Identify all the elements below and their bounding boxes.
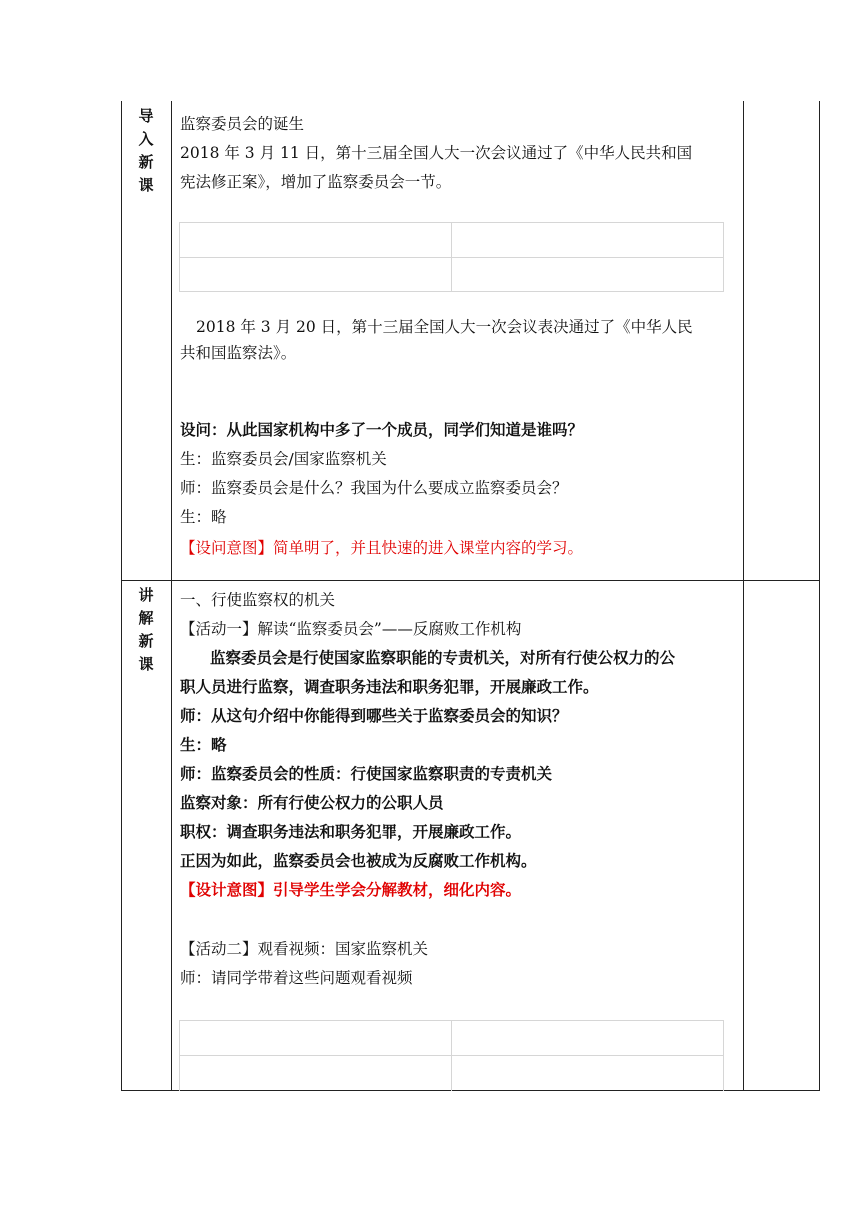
- section1-title: 监察委员会的诞生: [180, 115, 305, 133]
- section2-activity1: 【活动一】解读“监察委员会”——反腐败工作机构: [180, 620, 522, 638]
- video-table-2-row-divider: [180, 1055, 723, 1056]
- section2-power: 职权：调查职务违法和职务犯罪，开展廉政工作。: [180, 823, 522, 841]
- section1-question: 设问：从此国家机构中多了一个成员，同学们知道是谁吗？: [180, 421, 584, 439]
- section2-design-intent: 【设计意图】引导学生学会分解教材，细化内容。: [180, 881, 522, 899]
- section1-para2-line2: 共和国监察法》。: [180, 344, 297, 362]
- section2-label: [121, 584, 171, 676]
- video-table-2-col-divider: [451, 1021, 452, 1091]
- section2-label-char: 新: [138, 632, 154, 650]
- section2-conclusion: 正因为如此，监察委员会也被成为反腐败工作机构。: [180, 852, 537, 870]
- section1-intent: [180, 534, 740, 563]
- section2-nature: 师：监察委员会的性质：行使国家监察职责的专责机关: [180, 765, 553, 783]
- section2-label-char: 讲: [138, 586, 154, 604]
- section1-teacher1: 师：监察委员会是什么？我国为什么要成立监察委员会？: [180, 479, 568, 497]
- section1-student2: 生：略: [180, 508, 227, 526]
- section1-para2-line1: 2018 年 3 月 20 日，第十三届全国人大一次会议表决通过了《中华人民: [196, 318, 693, 336]
- video-table-2: [179, 1020, 724, 1091]
- table-border-content-divider: [743, 101, 744, 1091]
- section1-para1-line2: 宪法修正案》，增加了监察委员会一节。: [180, 173, 452, 191]
- section2-teacher-question: 师：从这句介绍中你能得到哪些关于监察委员会的知识？: [180, 707, 568, 725]
- table-border-label-divider: [171, 101, 172, 1091]
- section2-label-char: 解: [138, 609, 154, 627]
- section2-def-line2: 职人员进行监察，调查职务违法和职务犯罪，开展廉政工作。: [180, 678, 599, 696]
- section1-label-char: 导: [138, 107, 154, 125]
- section1-para1-line1: 2018 年 3 月 11 日，第十三届全国人大一次会议通过了《中华人民共和国: [180, 144, 693, 162]
- section2-activity2: [180, 935, 740, 964]
- table-row-divider: [121, 580, 820, 581]
- section2-object: 监察对象：所有行使公权力的公职人员: [180, 794, 444, 812]
- section1-intent-tag: 【设问意图】: [180, 539, 274, 557]
- section1-label-char: 新: [138, 153, 154, 171]
- section2-teacher-video: 师：请同学带着这些问题观看视频: [180, 969, 413, 987]
- section1-label-char: 入: [138, 130, 154, 148]
- section2-def-line1: 监察委员会是行使国家监察职能的专责机关，对所有行使公权力的公: [210, 649, 676, 667]
- section1-intent-text: 简单明了，并且快速的进入课堂内容的学习。: [273, 539, 584, 557]
- section2-label-char: 课: [138, 655, 154, 673]
- section2-heading: 一、行使监察权的机关: [180, 591, 336, 609]
- video-table-1: [179, 222, 724, 292]
- section1-student1: 生：监察委员会/国家监察机关: [180, 450, 387, 468]
- section2-activity2-text: 【活动二】观看视频：国家监察机关: [180, 940, 429, 958]
- section1-label: [121, 105, 171, 197]
- section1-label-char: 课: [138, 176, 154, 194]
- table-border-right: [819, 101, 820, 1091]
- video-table-1-row-divider: [180, 257, 723, 258]
- section2-student-answer: 生：略: [180, 736, 227, 754]
